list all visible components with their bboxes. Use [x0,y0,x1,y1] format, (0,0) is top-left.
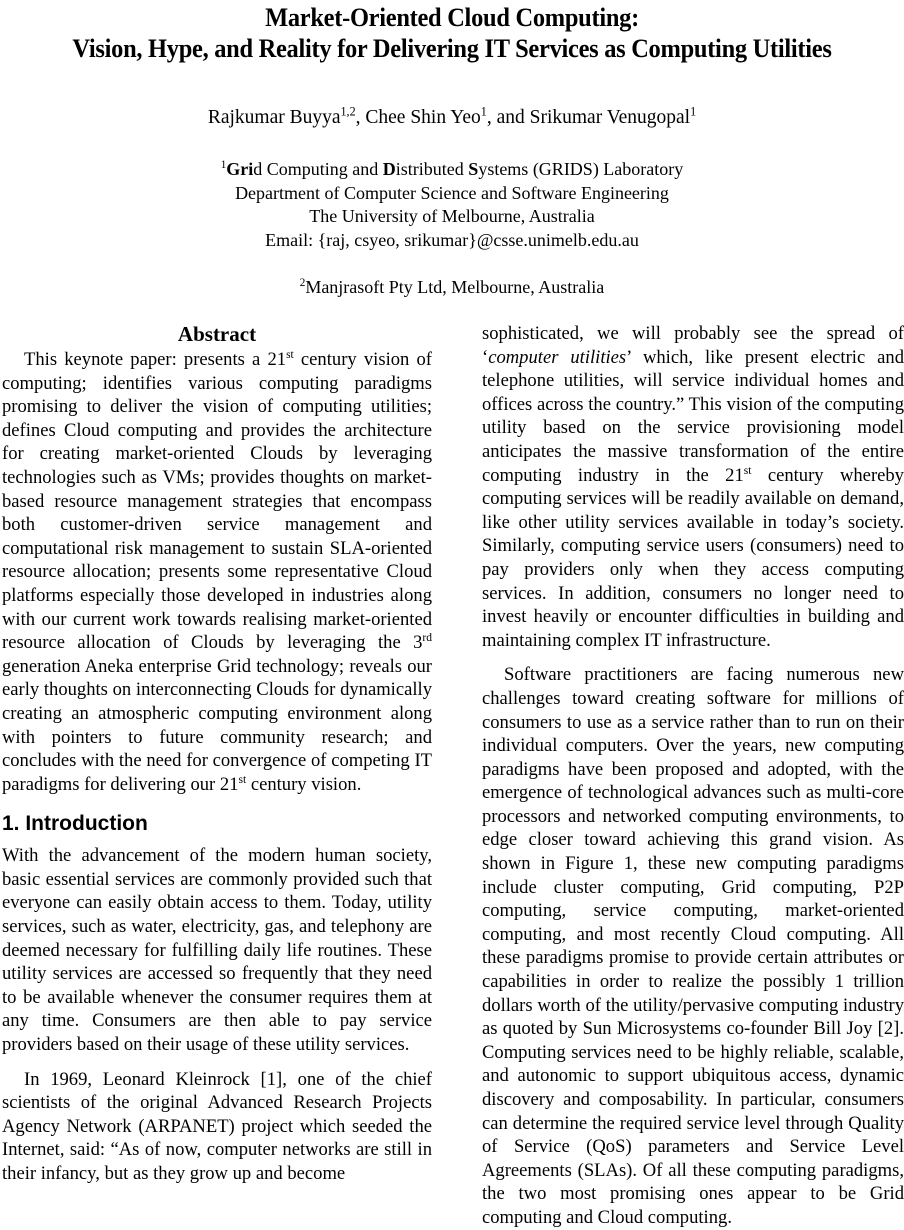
author-name-3: Srikumar Venugopal [529,107,691,128]
ordinal-suffix-st-2: st [238,773,247,786]
intro-p2-text-a: sophisticated, we will probably see the spread of ‘ [482,323,904,368]
ordinal-suffix-st-3: st [743,464,752,477]
abstract-text-d: century vision. [246,773,362,795]
column-right [472,322,904,1230]
author-separator-2: , and [486,107,530,128]
paper-title-block [1,0,903,64]
author-name-2: Chee Shin Yeo [365,107,481,128]
two-column-body [0,322,904,1230]
author-separator-1: , [355,107,366,128]
affiliation-marker-2: 2 [299,277,306,289]
affiliation-1-email: Email: {raj, csyeo, srikumar}@csse.unimelb.edu.au [265,229,639,250]
affiliation-block-2 [1,276,903,300]
affiliation-marker-1: 1 [220,159,227,171]
ordinal-suffix-st-1: st [286,348,294,361]
affiliation-1-mid-1: d Computing and [253,159,383,179]
abstract-text-a: This keynote paper: presents a 21 [24,349,287,370]
author-affiliation-marker-2: 1 [480,104,487,119]
abstract-text-b: century vision of computing; identifies various computing paradigms promising to deliver the vision of computing utilities; defines Cloud computing and provides the architecture for creating market-oriented Clouds by leveraging technologies such as VMs; provides thoughts on market-based resource management strategies that encompass both customer-driven service management and computational risk management to sustain SLA-oriented resource allocation; presents some representative Cloud platforms especially those developed in industries along with our current work towards realising market-oriented resource allocation of Clouds by leveraging the 3 [2,349,432,654]
section-heading-introduction: 1. Introduction [2,812,148,836]
affiliation-1-mid-2: istributed [395,159,469,179]
introduction-paragraph-2-continued [482,322,904,652]
abstract-text-c: generation Aneka enterprise Grid technology; reveals our early thoughts on interconnecting Clouds for dynamically creating an atmospheric computing environment along with pointers to future community research; and concludes with the need for convergence of competing IT paradigms for delivering our 21 [2,655,432,795]
intro-p2-text-b: ’ which, like present electric and telephone utilities, will service individual homes and offices across the country.” This vision of the computing utility based on the service provisioning model anticipates the massive transformation of the entire computing industry in the 21 [482,346,904,486]
affiliation-block-1 [1,158,903,252]
introduction-paragraph-2-part-1: In 1969, Leonard Kleinrock [1], one of the chief scientists of the original Advanced Research Projects Agency Network (ARPANET) project which seeded the Internet, said: “As of now, computer networks are still in their infancy, but as they grow up and become [2,1068,432,1184]
page-title-line-1: Market-Oriented Cloud Computing: [265,3,639,32]
affiliation-1-bold-d: D [382,159,396,179]
author-list [1,106,903,130]
affiliation-2-text: Manjrasoft Pty Ltd, Melbourne, Australia [305,277,605,297]
ordinal-suffix-rd: rd [422,631,432,644]
affiliation-1-bold-s: S [468,159,479,179]
affiliation-1-line-1 [1,158,903,182]
page-title-line-2: Vision, Hype, and Reality for Delivering IT Services as Computing Utilities [72,34,832,63]
affiliation-1-line-2: Department of Computer Science and Software Engineering [235,182,669,203]
author-affiliation-marker-1: 1,2 [340,104,356,119]
column-left [0,322,432,1230]
introduction-paragraph-1: With the advancement of the modern human society, basic essential services are commonly provided such that everyone can easily obtain access to them. Today, utility services, such as water, electricity, gas, and telephony are deemed necessary for fulfilling daily life routines. These utility services are accessed so frequently that they need to be available whenever the consumer requires them at any time. Consumers are then able to pay service providers based on their usage of these utility services. [2,845,432,1056]
introduction-paragraph-3: Software practitioners are facing numerous new challenges toward creating software for millions of consumers to use as a service rather than to run on their individual computers. Over the years, new computing paradigms have been proposed and adopted, with the emergence of technological advances such as multi-core processors and networked computing environments, to edge closer toward achieving this grand vision. As shown in Figure 1, these new computing paradigms include cluster computing, Grid computing, P2P computing, service computing, market-oriented computing, and most recently Cloud computing. All these paradigms promise to provide certain attributes or capabilities in order to realize the possibly 1 trillion dollars worth of the utility/pervasive computing industry as quoted by Sun Microsystems co-founder Bill Joy [2]. Computing services need to be highly reliable, scalable, and autonomic to support ubiquitous access, dynamic discovery and composability. In particular, consumers can determine the required service level through Quality of Service (QoS) parameters and Service Level Agreements (SLAs). Of all these computing paradigms, the two most promising ones appear to be Grid computing and Cloud computing. [482,664,904,1228]
affiliation-1-bold-gri: Gri [226,159,254,179]
affiliation-1-tail: ystems (GRIDS) Laboratory [478,159,684,179]
quoted-term-computer-utilities: computer utilities [488,346,627,368]
intro-p2-text-c: century whereby computing services will be readily available on demand, like other utility services available in today’s society. Similarly, computing service users (consumers) need to pay providers only when they access computing services. In addition, consumers no longer need to invest heavily or encounter difficulties in building and maintaining complex IT infrastructure. [482,464,904,651]
abstract-paragraph [2,348,432,796]
affiliation-1-line-3: The University of Melbourne, Australia [309,206,595,226]
author-name-1: Rajkumar Buyya [207,107,341,128]
abstract-heading: Abstract [177,322,257,346]
author-affiliation-marker-3: 1 [690,104,697,119]
